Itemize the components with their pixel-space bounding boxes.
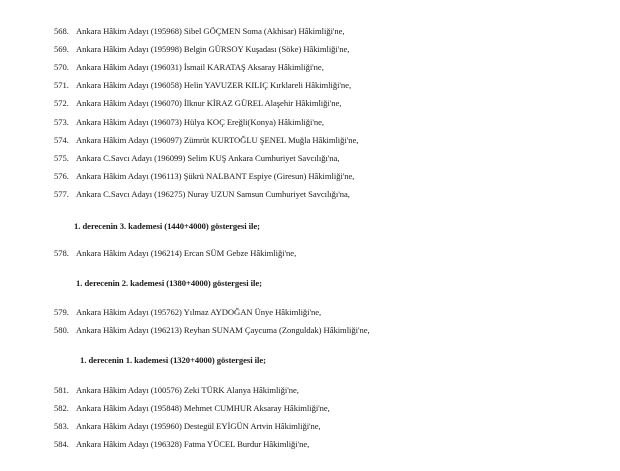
entry-number: 574.	[54, 135, 69, 145]
entry-573	[54, 117, 324, 128]
entry-number: 570.	[54, 62, 69, 72]
entry-text: Ankara Hâkim Adayı (196214) Ercan SÜM Gebze Hâkimliği'ne,	[76, 248, 297, 258]
entry-583	[54, 421, 321, 432]
entry-574	[54, 135, 358, 146]
entry-576	[54, 171, 354, 182]
entry-number: 582.	[54, 403, 69, 413]
entry-text: Ankara Hâkim Adayı (196058) Helin YAVUZER KILIÇ Kırklareli Hâkimliği'ne,	[76, 80, 352, 90]
entry-number: 568.	[54, 26, 69, 36]
entry-569	[54, 44, 349, 55]
entry-number: 572.	[54, 98, 69, 108]
entry-577	[54, 189, 350, 200]
entry-578	[54, 248, 296, 259]
entry-580	[54, 325, 370, 336]
entry-582	[54, 403, 330, 414]
entry-570	[54, 62, 324, 73]
entry-text: Ankara Hâkim Adayı (196070) İlknur KİRAZ GÜREL Alaşehir Hâkimliği'ne,	[76, 98, 342, 108]
entry-text: Ankara Hâkim Adayı (195848) Mehmet CUMHUR Aksaray Hâkimliği'ne,	[76, 403, 330, 413]
entry-number: 580.	[54, 325, 69, 335]
entry-text: Ankara Hâkim Adayı (196073) Hülya KOÇ Ereğli(Konya) Hâkimliği'ne,	[76, 117, 324, 127]
section-heading: 1. derecenin 1. kademesi (1320+4000) göstergesi ile;	[80, 355, 266, 365]
entry-text: Ankara Hâkim Adayı (195998) Belgin GÜRSOY Kuşadası (Söke) Hâkimliği'ne,	[76, 44, 350, 54]
entry-number: 581.	[54, 385, 69, 395]
entry-text: Ankara C.Savcı Adayı (196099) Selim KUŞ Ankara Cumhuriyet Savcılığı'na,	[76, 153, 340, 163]
entry-number: 579.	[54, 307, 69, 317]
entry-text: Ankara Hâkim Adayı (196213) Reyhan SUNAM Çaycuma (Zonguldak) Hâkimliği'ne,	[76, 325, 370, 335]
entry-number: 584.	[54, 439, 69, 449]
entry-number: 571.	[54, 80, 69, 90]
entry-text: Ankara Hâkim Adayı (195960) Destegül EYİGÜN Artvin Hâkimliği'ne,	[76, 421, 321, 431]
entry-number: 577.	[54, 189, 69, 199]
entry-text: Ankara Hâkim Adayı (196031) İsmail KARATAŞ Aksaray Hâkimliği'ne,	[76, 62, 324, 72]
entry-text: Ankara Hâkim Adayı (196097) Zümrüt KURTOĞLU ŞENEL Muğla Hâkimliği'ne,	[76, 135, 359, 145]
entry-text: Ankara Hâkim Adayı (195968) Sibel GÖÇMEN Soma (Akhisar) Hâkimliği'ne,	[76, 26, 345, 36]
entry-571	[54, 80, 351, 91]
entry-text: Ankara Hâkim Adayı (100576) Zeki TÜRK Alanya Hâkimliği'ne,	[76, 385, 299, 395]
entry-number: 573.	[54, 117, 69, 127]
entry-text: Ankara Hâkim Adayı (195762) Yılmaz AYDOĞAN Ünye Hâkimliği'ne,	[76, 307, 322, 317]
entry-text: Ankara Hâkim Adayı (196113) Şükrü NALBANT Espiye (Giresun) Hâkimliği'ne,	[76, 171, 355, 181]
entry-584	[54, 439, 309, 450]
entry-568	[54, 26, 345, 37]
section-heading: 1. derecenin 3. kademesi (1440+4000) göstergesi ile;	[74, 221, 260, 231]
entry-581	[54, 385, 299, 396]
entry-number: 576.	[54, 171, 69, 181]
section-heading: 1. derecenin 2. kademesi (1380+4000) göstergesi ile;	[76, 278, 262, 288]
entry-text: Ankara C.Savcı Adayı (196275) Nuray UZUN Samsun Cumhuriyet Savcılığı'na,	[76, 189, 350, 199]
entry-579	[54, 307, 321, 318]
entry-number: 575.	[54, 153, 69, 163]
entry-575	[54, 153, 339, 164]
entry-number: 583.	[54, 421, 69, 431]
entry-number: 569.	[54, 44, 69, 54]
entry-572	[54, 98, 341, 109]
entry-text: Ankara Hâkim Adayı (196328) Fatma YÜCEL Burdur Hâkimliği'ne,	[76, 439, 310, 449]
entry-number: 578.	[54, 248, 69, 258]
